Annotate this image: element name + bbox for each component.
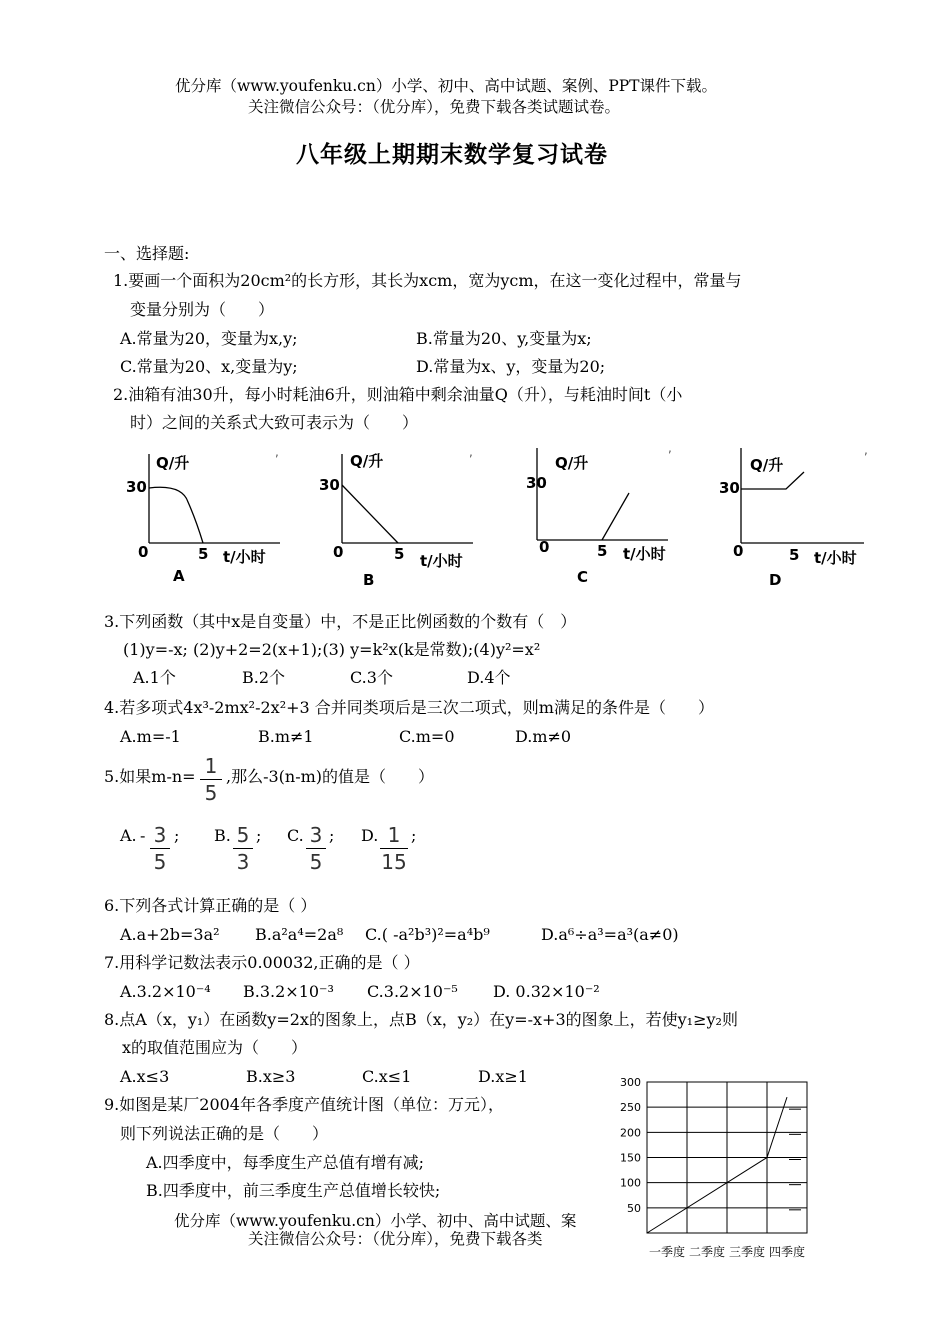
svg-text:,: , — [864, 443, 868, 457]
q5-stem-pre: 5.如果m-n= — [104, 767, 196, 786]
q5-given-fraction — [200, 756, 222, 803]
q5-option-a-semi: ; — [174, 826, 180, 845]
graph-a-origin: 0 — [138, 543, 149, 561]
graph-a-x-label: t/小时 — [223, 548, 266, 566]
chart-y-tick-label: 300 — [620, 1076, 641, 1089]
chart-y-tick-label: 200 — [620, 1126, 641, 1140]
svg-text:,: , — [668, 441, 672, 455]
graph-d-y-tick: 30 — [719, 479, 740, 497]
q8-option-a: A.x≤3 — [120, 1067, 170, 1086]
q1-option-a: A.常量为20，变量为x,y; — [120, 329, 298, 348]
page-title: 八年级上期期末数学复习试卷 — [296, 142, 608, 168]
chart-y-tick-label: 250 — [620, 1101, 641, 1115]
q3-option-a: A.1个 — [133, 668, 176, 687]
q5-option-d-numerator: 1 — [387, 823, 401, 847]
q5-option-c-numerator: 3 — [309, 823, 323, 847]
graph-d-x-tick: 5 — [789, 546, 800, 564]
q5-stem-post: ,那么-3(n-m)的值是（ ） — [226, 767, 435, 786]
q8-stem: 8.点A（x，y₁）在函数y=2x的图象上，点B（x，y₂）在y=-x+3的图象上，若使y₁≥y₂则 — [104, 1010, 738, 1029]
graph-b-letter: B — [363, 571, 375, 589]
q8-option-d: D.x≥1 — [478, 1067, 528, 1086]
q4-option-d: D.m≠0 — [515, 727, 572, 746]
q5-given-denominator: 5 — [204, 781, 218, 805]
graph-a-letter: A — [173, 567, 185, 585]
graph-c-origin: 0 — [539, 538, 550, 556]
chart-y-tick-label: 150 — [620, 1151, 641, 1165]
graph-b-x-label: t/小时 — [420, 552, 463, 570]
chart-y-tick-label: 100 — [620, 1176, 641, 1190]
q5-option-c-semi: ; — [329, 826, 335, 845]
q6-option-a: A.a+2b=3a² — [120, 925, 220, 944]
q5-option-c-label: C. — [287, 826, 304, 845]
q5-option-d-label: D. — [361, 826, 379, 845]
q7-option-a: A.3.2×10⁻⁴ — [120, 982, 211, 1001]
q5-option-b-label: B. — [214, 826, 231, 845]
q9-option-b: B.四季度中，前三季度生产总值增长较快; — [146, 1181, 441, 1200]
graph-d-x-label: t/小时 — [814, 549, 857, 567]
q6-option-d: D.a⁶÷a³=a³(a≠0) — [541, 925, 679, 944]
q9-stem: 9.如图是某厂2004年各季度产值统计图（单位：万元）， — [104, 1095, 504, 1114]
q3-option-b: B.2个 — [242, 668, 286, 687]
q1-stem-cont: 变量分别为（ ） — [130, 300, 275, 319]
q6-stem: 6.下列各式计算正确的是（ ） — [104, 896, 317, 915]
graph-c-y-tick: 30 — [526, 474, 547, 492]
graph-b-x-tick: 5 — [394, 545, 405, 563]
q3-items: (1)y=-x; (2)y+2=2(x+1);(3) y=k²x(k是常数);(4)y²=x² — [123, 640, 541, 659]
footer-line-2: 关注微信公众号：（优分库），免费下载各类 — [248, 1230, 543, 1248]
graph-d-origin: 0 — [733, 542, 744, 560]
q7-option-b: B.3.2×10⁻³ — [243, 982, 334, 1001]
graph-d-letter: D — [769, 571, 782, 589]
graph-c-y-label: Q/升 — [555, 454, 589, 472]
q4-option-b: B.m≠1 — [258, 727, 314, 746]
header-line-1: 优分库（www.youfenku.cn）小学、初中、高中试题、案例、PPT课件下载。 — [175, 77, 718, 95]
q5-option-c-denominator: 5 — [309, 850, 323, 874]
q5-option-c-fraction — [306, 825, 326, 872]
header-line-2: 关注微信公众号：（优分库），免费下载各类试题试卷。 — [248, 98, 621, 116]
graph-d-y-label: Q/升 — [750, 456, 784, 474]
q5-option-a-numerator: 3 — [153, 823, 167, 847]
chart-category-label: 四季度 — [768, 1245, 806, 1259]
q9-option-a: A.四季度中，每季度生产总值有增有减; — [146, 1153, 425, 1172]
q7-option-c: C.3.2×10⁻⁵ — [367, 982, 458, 1001]
chart-series-line — [647, 1097, 787, 1233]
q4-stem: 4.若多项式4x³-2mx²-2x²+3 合并同类项后是三次二项式，则m满足的条件是（ ） — [104, 698, 714, 717]
q2-graphs — [100, 440, 880, 600]
q4-option-a: A.m=-1 — [120, 727, 181, 746]
q5-option-b-denominator: 3 — [236, 850, 250, 874]
q6-option-c: C.( -a²b³)²=a⁴b⁹ — [365, 925, 490, 944]
q4-option-c: C.m=0 — [399, 727, 455, 746]
q8-stem-cont: x的取值范围应为（ ） — [122, 1038, 308, 1057]
q5-option-a-label: A. — [120, 826, 137, 845]
q5-option-a-sign: - — [140, 826, 146, 845]
q5-option-a-denominator: 5 — [153, 850, 167, 874]
q2-stem-cont: 时）之间的关系式大致可表示为（ ） — [130, 413, 419, 432]
q8-option-b: B.x≥3 — [246, 1067, 296, 1086]
chart-category-label: 一季度 — [648, 1245, 686, 1259]
graph-b-y-label: Q/升 — [350, 452, 384, 470]
q5-given-numerator: 1 — [204, 754, 218, 778]
q6-option-b: B.a²a⁴=2a⁸ — [255, 925, 344, 944]
chart-category-label: 三季度 — [728, 1245, 766, 1259]
q7-option-d: D. 0.32×10⁻² — [493, 982, 600, 1001]
q9-stem-cont: 则下列说法正确的是（ ） — [120, 1124, 329, 1143]
chart-y-tick-label: 50 — [627, 1201, 641, 1215]
q5-option-d-fraction — [380, 825, 408, 872]
footer-line-1: 优分库（www.youfenku.cn）小学、初中、高中试题、案 — [174, 1212, 577, 1230]
graph-a-y-tick: 30 — [126, 478, 147, 496]
q5-option-a-fraction — [150, 825, 170, 872]
graph-a-y-label: Q/升 — [156, 454, 190, 472]
svg-text:,: , — [275, 445, 279, 459]
graph-c-x-label: t/小时 — [623, 545, 666, 563]
q5-option-d-semi: ; — [411, 826, 417, 845]
q1-option-b: B.常量为20、y,变量为x; — [416, 329, 592, 348]
q8-option-c: C.x≤1 — [362, 1067, 412, 1086]
production-chart — [605, 1068, 845, 1268]
section-heading: 一、选择题: — [104, 244, 190, 263]
q1-stem: 1.要画一个面积为20cm²的长方形，其长为xcm，宽为ycm，在这一变化过程中，常量与 — [113, 271, 742, 290]
q3-stem: 3.下列函数（其中x是自变量）中，不是正比例函数的个数有（ ） — [104, 612, 577, 631]
graph-b-y-tick: 30 — [319, 476, 340, 494]
q1-option-d: D.常量为x、y，变量为20; — [416, 357, 606, 376]
q3-option-d: D.4个 — [467, 668, 511, 687]
q3-option-c: C.3个 — [350, 668, 393, 687]
svg-text:,: , — [469, 445, 473, 459]
q5-option-b-fraction — [233, 825, 253, 872]
graph-b-origin: 0 — [333, 543, 344, 561]
graph-c-letter: C — [577, 568, 589, 586]
q5-option-b-numerator: 5 — [236, 823, 250, 847]
graph-c-x-tick: 5 — [597, 542, 608, 560]
graph-a-x-tick: 5 — [198, 545, 209, 563]
q2-stem: 2.油箱有油30升，每小时耗油6升，则油箱中剩余油量Q（升），与耗油时间t（小 — [113, 385, 683, 404]
q5-option-b-semi: ; — [256, 826, 262, 845]
q5-option-d-denominator: 15 — [381, 850, 407, 874]
q7-stem: 7.用科学记数法表示0.00032,正确的是（ ） — [104, 953, 420, 972]
q1-option-c: C.常量为20、x,变量为y; — [120, 357, 298, 376]
chart-category-label: 二季度 — [688, 1245, 726, 1259]
